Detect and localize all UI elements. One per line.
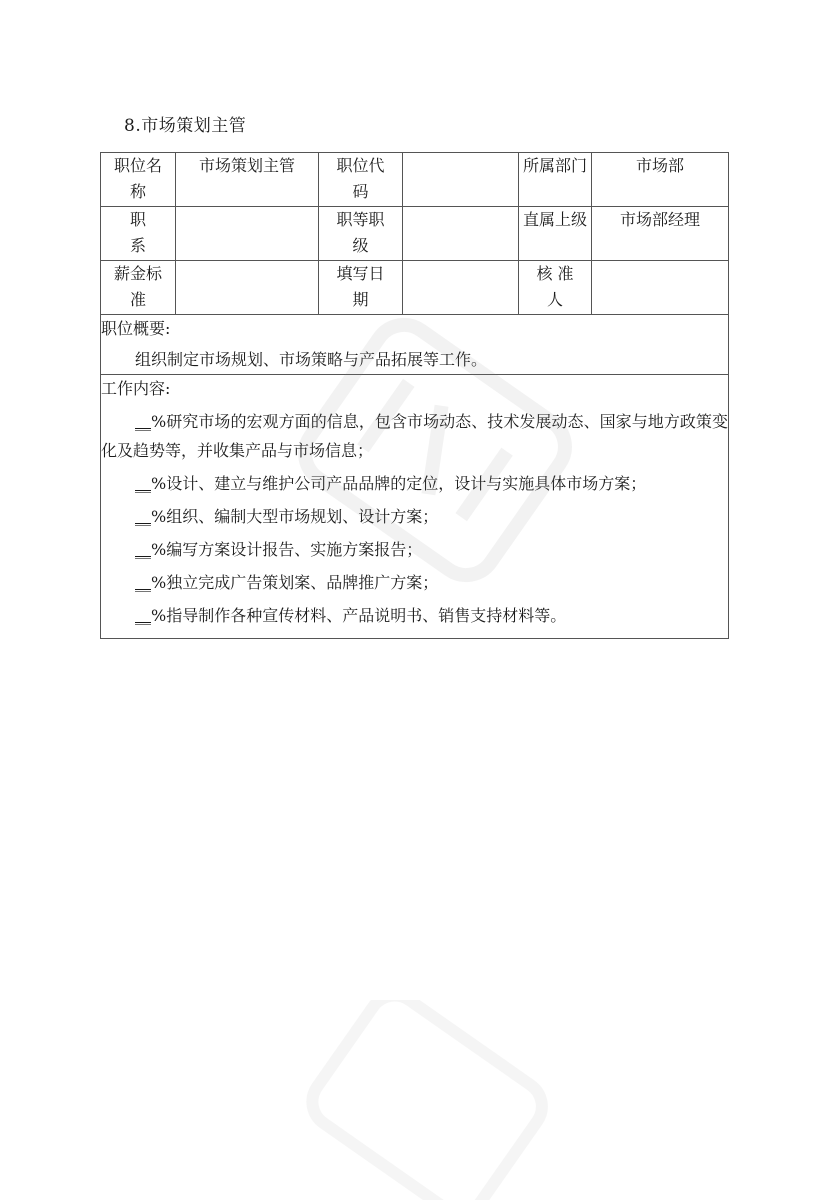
list-item [101, 502, 728, 531]
department-value: 市场部 [592, 153, 729, 207]
job-description-table [100, 152, 729, 639]
duties-section [101, 375, 729, 639]
job-grade-value [403, 207, 519, 261]
position-code-value [403, 153, 519, 207]
salary-value [176, 261, 319, 315]
position-name-value: 市场策划主管 [176, 153, 319, 207]
position-name-label: 职位名称 [113, 156, 162, 201]
approver-label-cell [519, 261, 592, 315]
duty-text: %研究市场的宏观方面的信息，包含市场动态、技术发展动态、国家与地方政策变化及趋势等，并收集产品与市场信息； [101, 412, 728, 460]
watermark-shape [300, 1000, 560, 1200]
page-title: 8.市场策划主管 [124, 116, 247, 136]
position-name-label-cell [101, 153, 176, 207]
duty-text: %独立完成广告策划案、品牌推广方案； [151, 573, 439, 592]
list-item [101, 407, 728, 465]
duty-blank: __ [135, 540, 151, 559]
list-item [101, 601, 728, 630]
superior-value: 市场部经理 [592, 207, 729, 261]
salary-label-cell [101, 261, 176, 315]
job-grade-label-cell [319, 207, 403, 261]
duty-blank: __ [135, 474, 151, 493]
superior-label-cell [519, 207, 592, 261]
overview-text: 组织制定市场规划、市场策略与产品拓展等工作。 [135, 350, 488, 369]
overview-title: 职位概要: [101, 319, 171, 338]
fill-date-value [403, 261, 519, 315]
position-code-label: 职位代码 [336, 156, 385, 201]
table-row [101, 315, 729, 375]
department-label-cell [519, 153, 592, 207]
duty-text: %设计、建立与维护公司产品品牌的定位，设计与实施具体市场方案； [151, 474, 647, 493]
duty-blank: __ [135, 412, 151, 431]
approver-label: 核 准人 [536, 264, 574, 309]
overview-section [101, 315, 729, 375]
job-family-label: 职 系 [129, 210, 163, 255]
job-family-value [176, 207, 319, 261]
list-item [101, 568, 728, 597]
table-row [101, 207, 729, 261]
approver-value [592, 261, 729, 315]
duty-text: %编写方案设计报告、实施方案报告； [151, 540, 423, 559]
department-label: 所属部门 [523, 156, 588, 175]
job-grade-label: 职等职级 [336, 210, 385, 255]
list-item [101, 535, 728, 564]
salary-label: 薪金标准 [113, 264, 162, 309]
table-row [101, 375, 729, 639]
duty-blank: __ [135, 606, 151, 625]
duty-text: %组织、编制大型市场规划、设计方案； [151, 507, 439, 526]
fill-date-label-cell [319, 261, 403, 315]
list-item [101, 469, 728, 498]
table-row [101, 261, 729, 315]
job-family-label-cell [101, 207, 176, 261]
table-row [101, 153, 729, 207]
fill-date-label: 填写日期 [336, 264, 385, 309]
position-code-label-cell [319, 153, 403, 207]
superior-label: 直属上级 [523, 210, 588, 229]
duties-title: 工作内容: [101, 379, 171, 398]
duty-blank: __ [135, 573, 151, 592]
duty-blank: __ [135, 507, 151, 526]
duty-text: %指导制作各种宣传材料、产品说明书、销售支持材料等。 [151, 606, 567, 625]
